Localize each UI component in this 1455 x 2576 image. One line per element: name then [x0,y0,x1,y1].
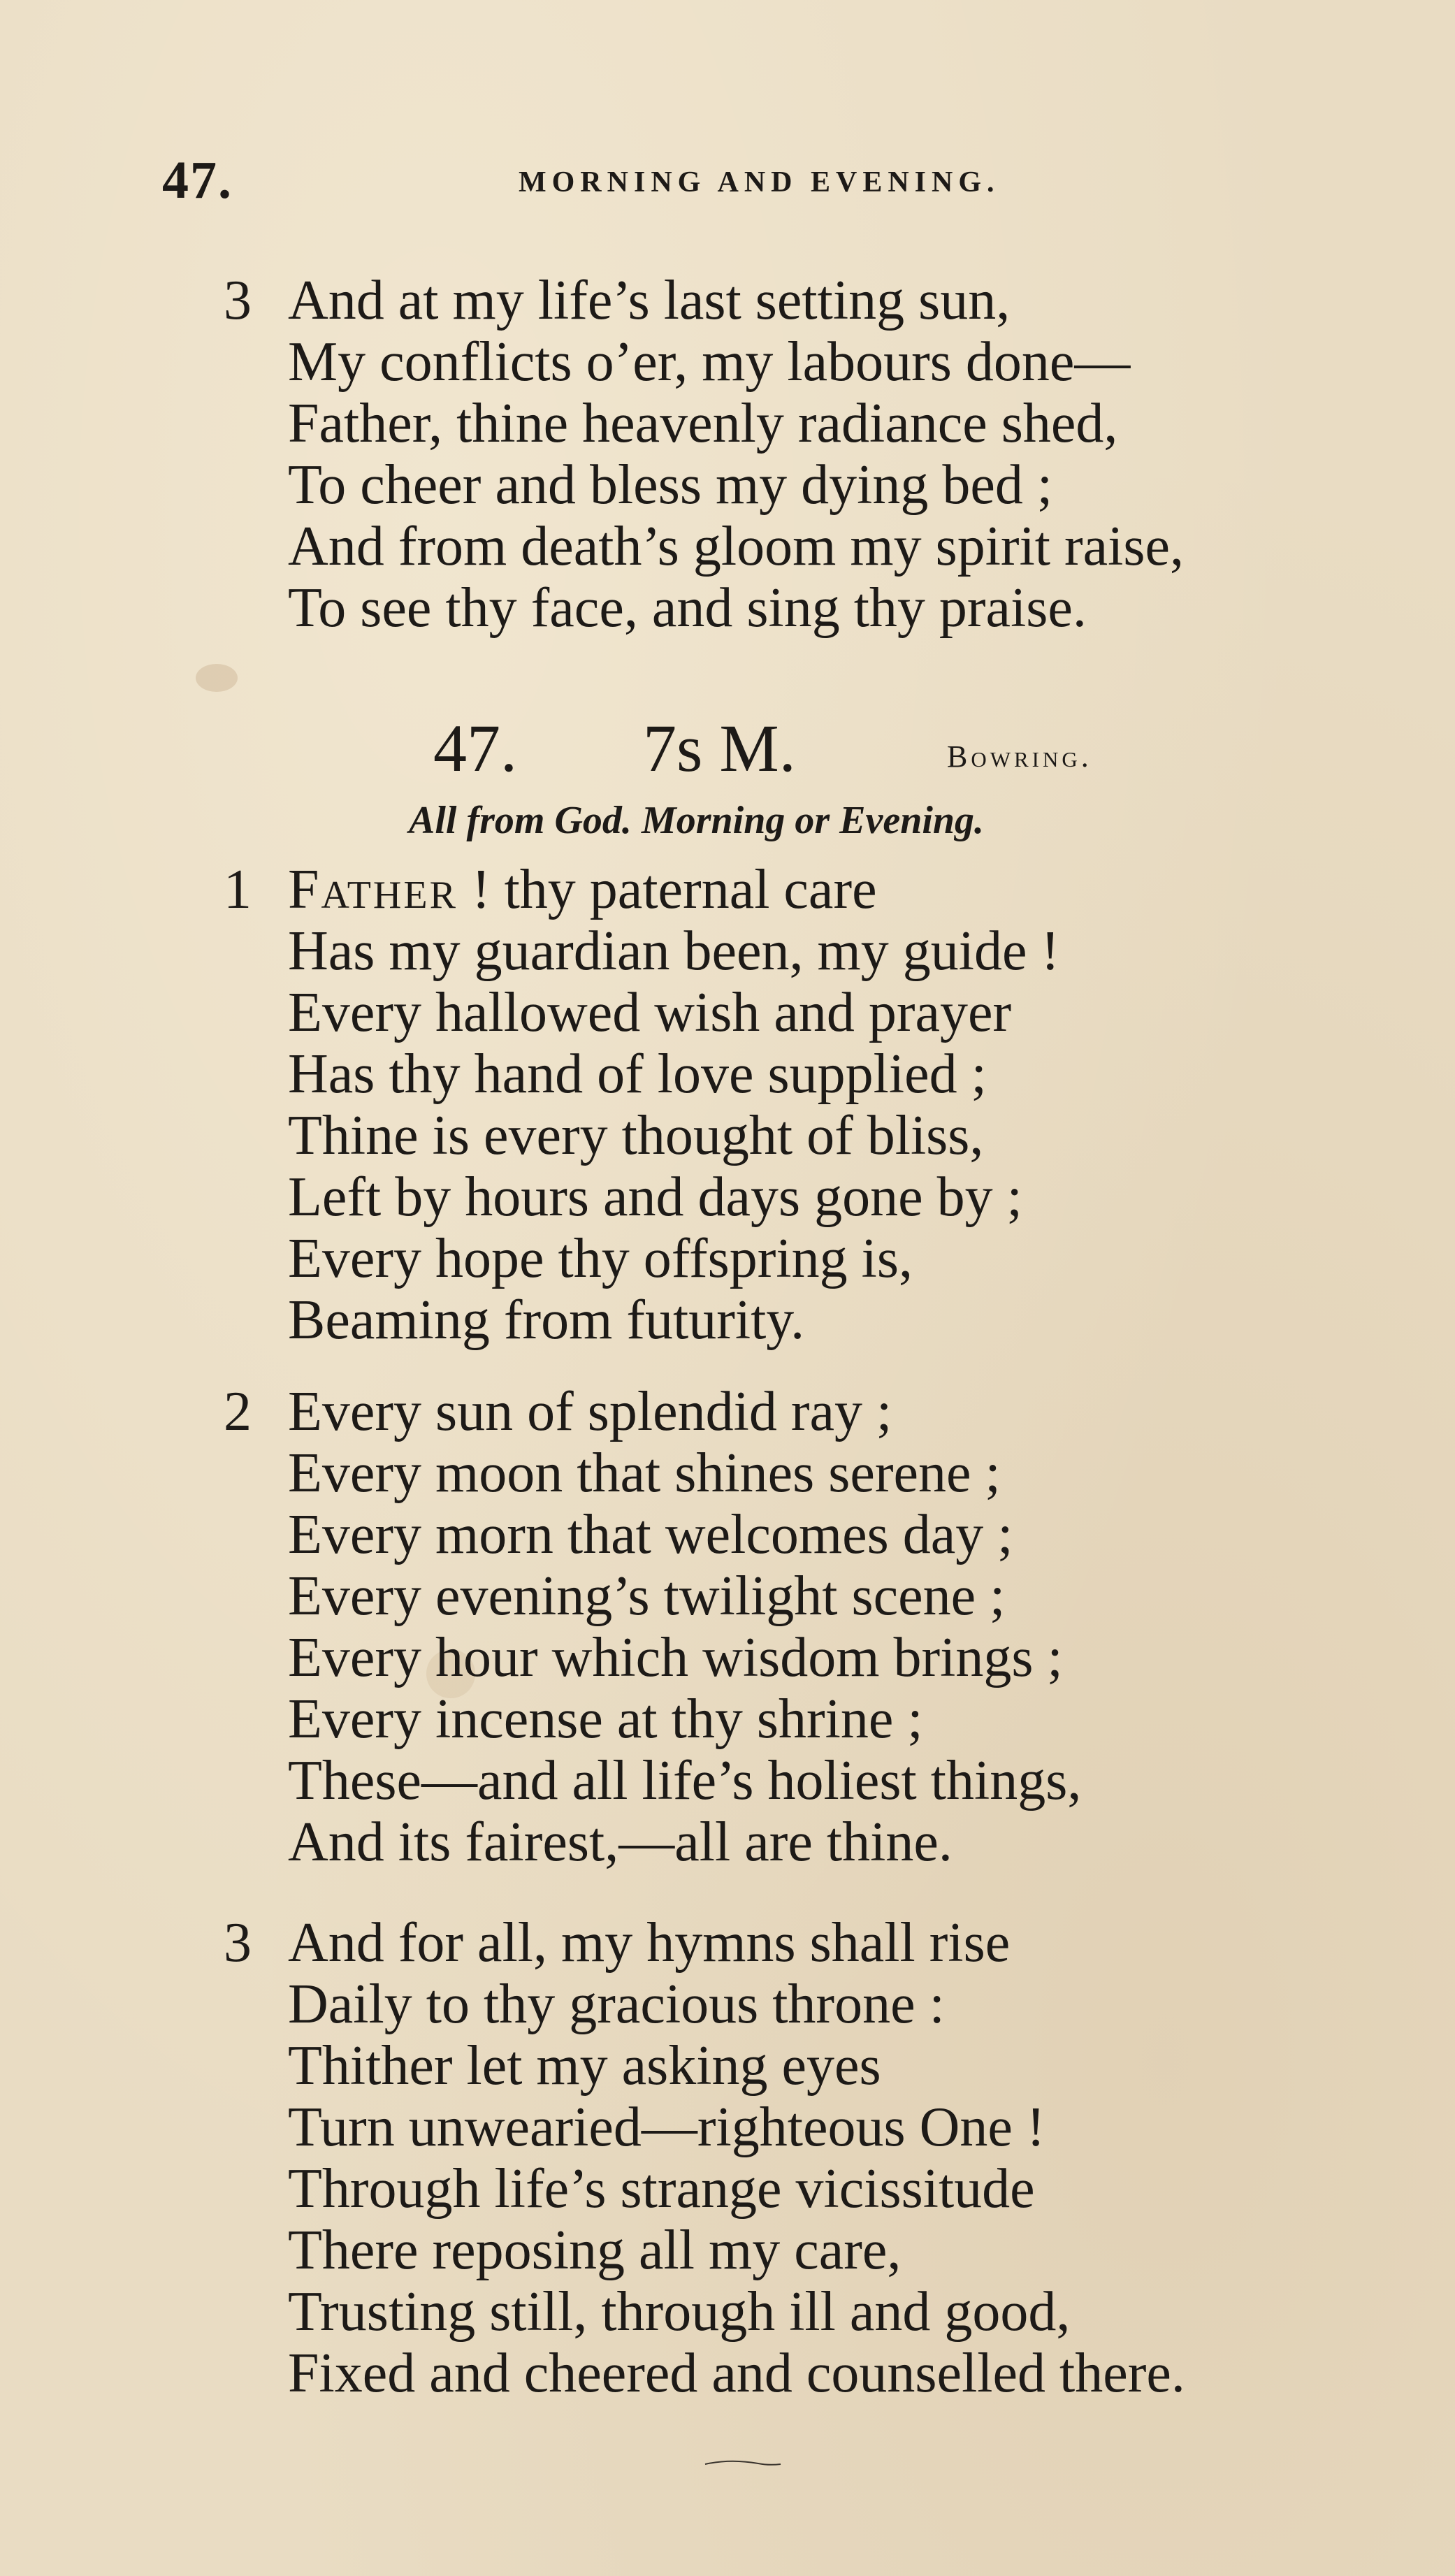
verse-line: And from death’s gloom my spirit raise, [288,516,1185,577]
verse-line: Thither let my asking eyes [288,2035,881,2097]
verse-line: Daily to thy gracious throne : [288,1974,945,2035]
hymn-number: 47. [433,711,517,786]
verse-line: To cheer and bless my dying bed ; [288,454,1053,516]
running-head [162,150,1308,210]
verse-line: Every hope thy offspring is, [288,1228,913,1289]
end-ornament-icon [702,2459,786,2467]
verse-line: These—and all life’s holiest things, [288,1750,1082,1811]
page-number: 47. [162,151,233,210]
verse-first-word: Father [288,859,458,920]
paper-stain [196,664,238,692]
running-title: MORNING AND EVENING. [519,166,1000,198]
stanza-number: 3 [224,270,252,331]
verse-line: Turn unwearied—righteous One ! [288,2097,1045,2158]
verse-line: Through life’s strange vicissitude [288,2158,1035,2220]
verse-line: Every hour which wisdom brings ; [288,1627,1063,1688]
hymn-author: Bowring. [947,739,1092,774]
stanza-number: 3 [224,1912,252,1974]
verse-line-rest: ! thy paternal care [457,859,877,920]
hymn-subtitle: All from God. Morning or Evening. [409,799,985,842]
verse-line: Every morn that welcomes day ; [288,1504,1013,1565]
verse-line: Every moon that shines serene ; [288,1442,1001,1504]
verse-line: Thine is every thought of bliss, [288,1105,984,1166]
verse-line: Has my guardian been, my guide ! [288,920,1060,982]
verse-line [288,858,877,922]
verse-line: My conflicts o’er, my labours done— [288,331,1131,393]
verse-line: Beaming from futurity. [288,1289,805,1351]
verse-line: Left by hours and days gone by ; [288,1166,1022,1228]
verse-line: To see thy face, and sing thy praise. [288,577,1087,639]
verse-line: There reposing all my care, [288,2220,902,2281]
verse-line: And for all, my hymns shall rise [288,1912,1011,1974]
verse-line: Every evening’s twilight scene ; [288,1565,1006,1627]
stanza-number: 1 [224,859,252,920]
verse-line: Trusting still, through ill and good, [288,2281,1071,2343]
hymn-meter: 7s M. [643,711,796,786]
verse-line: Every sun of splendid ray ; [288,1381,892,1442]
verse-line: Every incense at thy shrine ; [288,1688,923,1750]
verse-line: Has thy hand of love supplied ; [288,1043,987,1105]
verse-line: And at my life’s last setting sun, [288,270,1011,331]
verse-line: Every hallowed wish and prayer [288,982,1012,1043]
hymn-header [433,709,1223,786]
verse-line: Fixed and cheered and counselled there. [288,2343,1185,2404]
stanza-number: 2 [224,1381,252,1442]
verse-line: And its fairest,—all are thine. [288,1811,953,1873]
verse-line: Father, thine heavenly radiance shed, [288,393,1118,454]
